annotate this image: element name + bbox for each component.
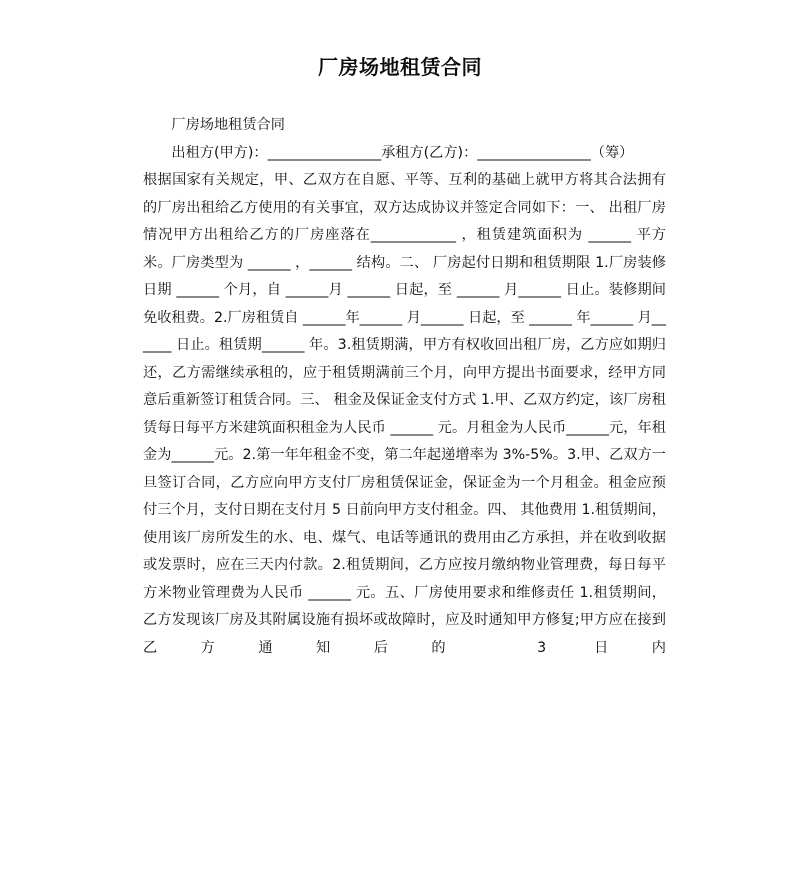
document-body <box>143 112 666 690</box>
page-title: 厂房场地租赁合同 <box>318 55 482 79</box>
contract-heading-line: 厂房场地租赁合同 <box>171 117 285 133</box>
parties-line: 出租方(甲方)：________________承租方(乙方)：________________（筹） <box>171 144 634 161</box>
contract-body-text: 根据国家有关规定，甲、乙双方在自愿、平等、互利的基础上就甲方将其合法拥有的厂房出租给乙方使用的有关事宜，双方达成协议并签定合同如下：一、 出租厂房情况甲方出租给乙方的厂房座落在____________ ，租赁建筑面积为 ______ 平方米。厂房类型为 ______ ，______ 结构。二、 厂房起付日期和租赁期限 1.厂房装修日期 ______ 个月，自 ______月 ______ 日起，至 ______ 月______ 日止。装修期间免收租费。2.厂房租赁自 ______年______ 月______ 日起，至 ______ 年______ 月______ 日止。租赁期______ 年。3.租赁期满，甲方有权收回出租厂房，乙方应如期归还，乙方需继续承租的，应于租赁期满前三个月，向甲方提出书面要求，经甲方同意后重新签订租赁合同。三、 租金及保证金支付方式 1.甲、乙双方约定，该厂房租赁每日每平方米建筑面积租金为人民币 ______ 元。月租金为人民币______元，年租金为______元。2.第一年年租金不变，第二年起递增率为 3%-5%。3.甲、乙双方一旦签订合同，乙方应向甲方支付厂房租赁保证金，保证金为一个月租金。租金应预付三个月，支付日期在支付月 5 日前向甲方支付租金。四、 其他费用 1.租赁期间，使用该厂房所发生的水、电、煤气、电话等通讯的费用由乙方承担，并在收到收据或发票时，应在三天内付款。2.租赁期间，乙方应按月缴纳物业管理费，每日每平方米物业管理费为人民币 ______ 元。五、厂房使用要求和维修责任 1.租赁期间，乙方发现该厂房及其附属设施有损坏或故障时，应及时通知甲方修复;甲方应在接到乙方通知后的 3 日内 <box>143 172 666 656</box>
